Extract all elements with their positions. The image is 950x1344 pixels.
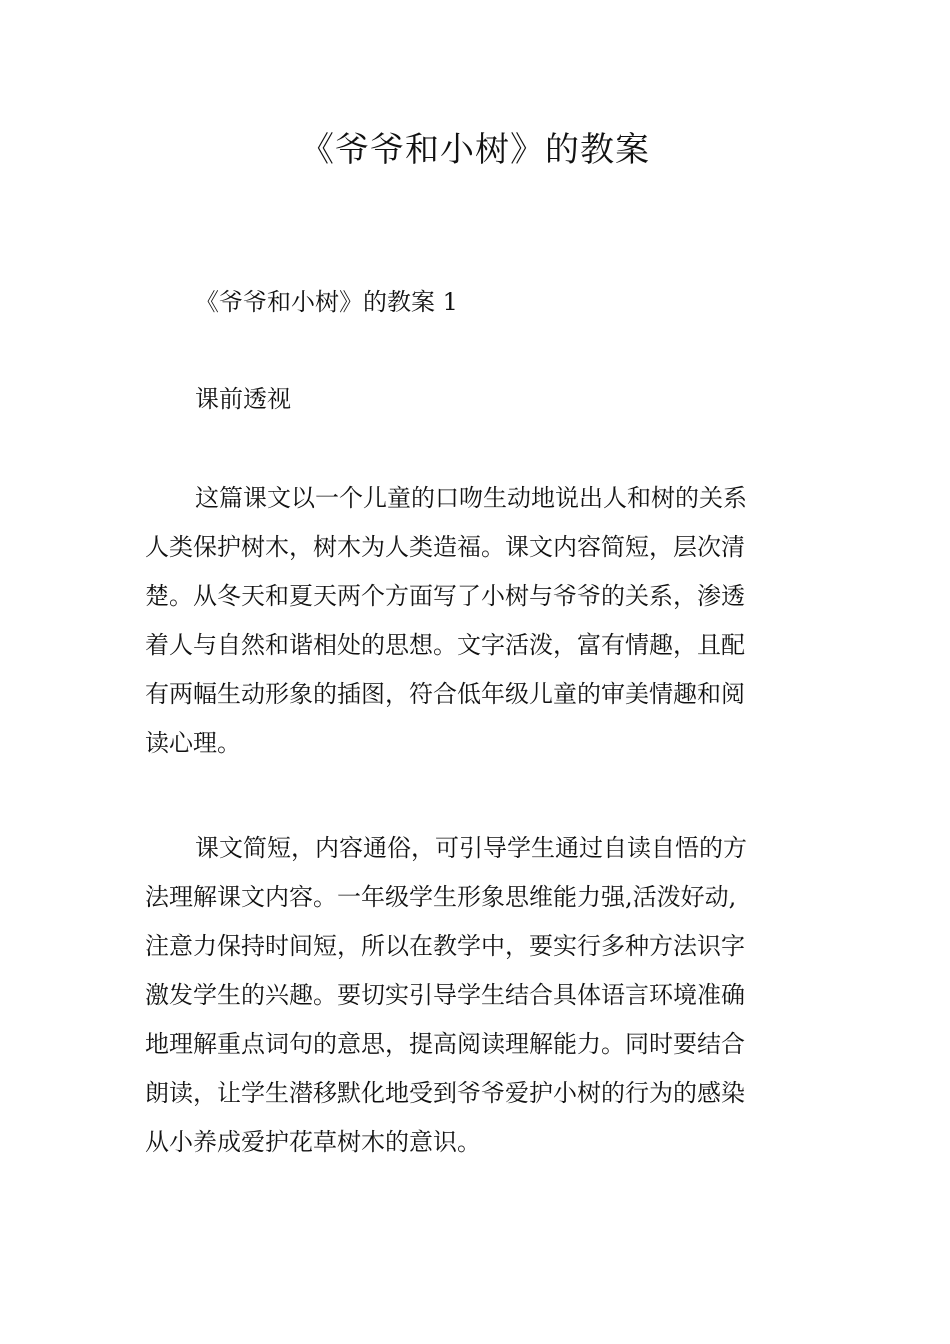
paragraph-line: 读心理。 xyxy=(145,729,241,757)
paragraph-line: 从小养成爱护花草树木的意识。 xyxy=(145,1128,481,1156)
paragraph-line: 课文简短，内容通俗，可引导学生通过自读自悟的方 xyxy=(195,834,747,862)
paragraph-1 xyxy=(145,474,807,768)
paragraph-line: 激发学生的兴趣。要切实引导学生结合具体语言环境准确 xyxy=(145,981,745,1009)
paragraph-line: 有两幅生动形象的插图，符合低年级儿童的审美情趣和阅 xyxy=(145,680,745,708)
section-heading: 《爷爷和小树》的教案 1 xyxy=(195,288,458,316)
paragraph-line: 地理解重点词句的意思，提高阅读理解能力。同时要结合 xyxy=(145,1030,745,1058)
paragraph-line: 注意力保持时间短，所以在教学中，要实行多种方法识字 xyxy=(145,932,745,960)
paragraph-line: 这篇课文以一个儿童的口吻生动地说出人和树的关系 xyxy=(195,484,747,512)
paragraph-line: 朗读，让学生潜移默化地受到爷爷爱护小树的行为的感染 xyxy=(145,1079,745,1107)
paragraph-line: 着人与自然和谐相处的思想。文字活泼，富有情趣，且配 xyxy=(145,631,745,659)
paragraph-2 xyxy=(145,824,807,1167)
paragraph-line: 人类保护树木，树木为人类造福。课文内容简短，层次清 xyxy=(145,533,745,561)
document-title: 《爷爷和小树》的教案 xyxy=(300,130,650,170)
paragraph-line: 楚。从冬天和夏天两个方面写了小树与爷爷的关系，渗透 xyxy=(145,582,745,610)
sub-heading: 课前透视 xyxy=(195,385,291,413)
paragraph-line: 法理解课文内容。一年级学生形象思维能力强,活泼好动, xyxy=(145,883,737,911)
